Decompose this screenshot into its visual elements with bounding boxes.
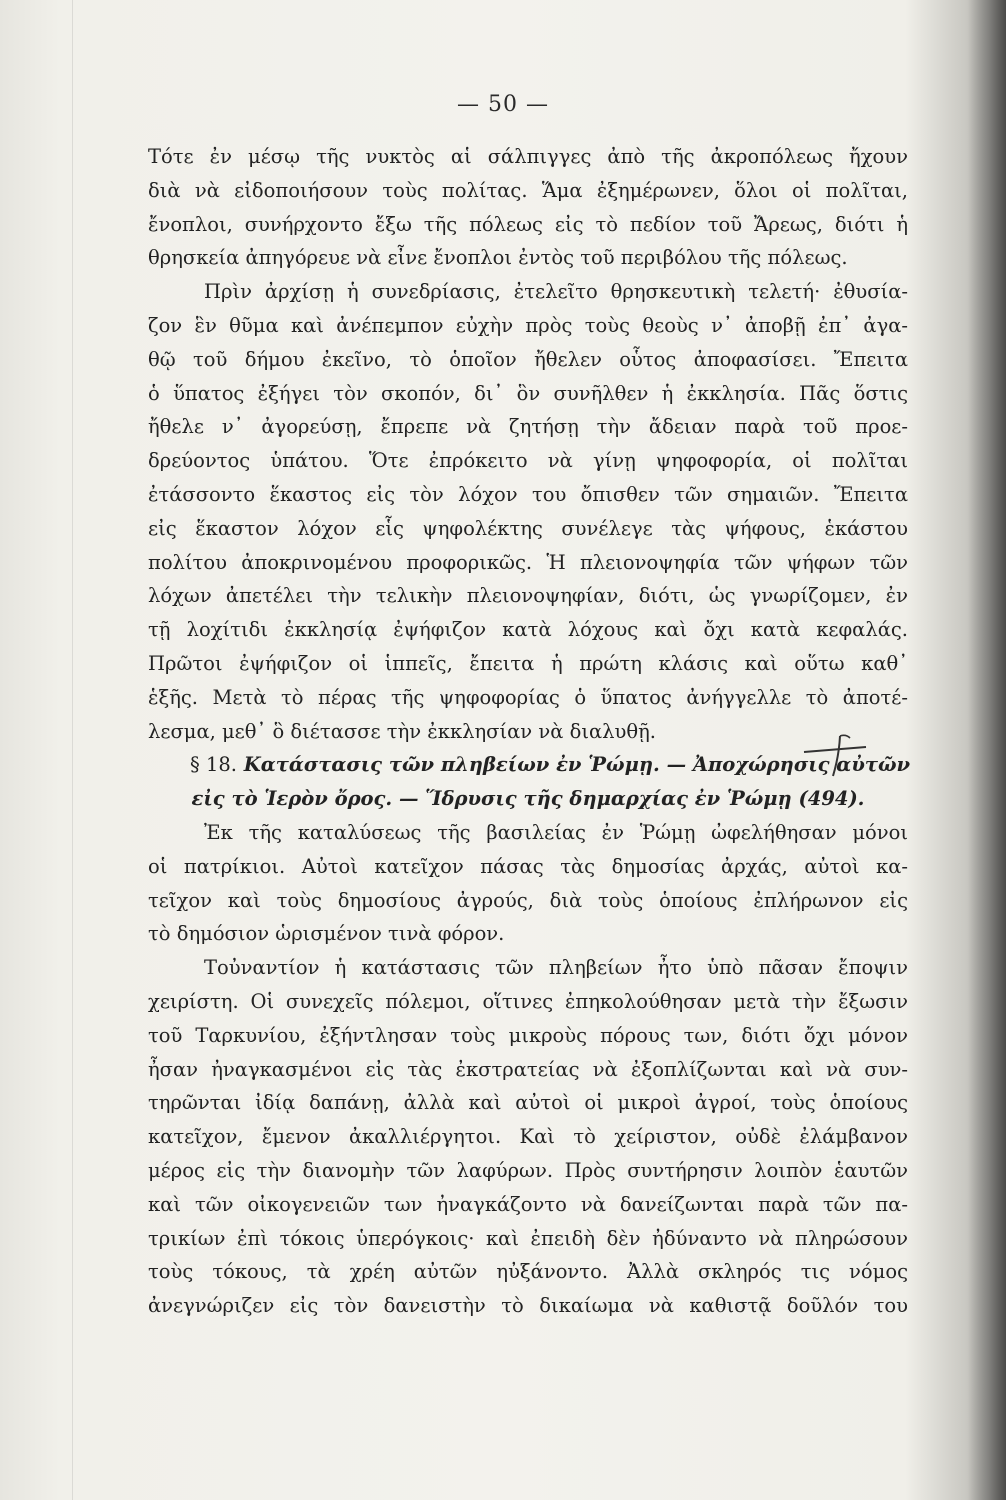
text-line: τῇ λοχίτιδι ἐκκλησίᾳ ἐψήφιζον κατὰ λόχους καὶ ὄχι κατὰ κεφαλάς. [148,618,908,642]
text-line: τοὺς τόκους, τὰ χρέη αὐτῶν ηὐξάνοντο. Ἀλλὰ σκληρός τις νόμος [148,1260,908,1284]
text-line: κατεῖχον, ἔμενον ἀκαλλιέργητοι. Καὶ τὸ χείριστον, οὐδὲ ἐλάμβανον [148,1125,908,1149]
text-line: Τότε ἐν μέσῳ τῆς νυκτὸς αἱ σάλπιγγες ἀπὸ τῆς ἀκροπόλεως ἤχουν [148,145,908,168]
text-line: ἤθελε ν᾽ ἀγορεύσῃ, ἔπρεπε νὰ ζητήσῃ τὴν ἄδειαν παρὰ τοῦ προε- [148,415,908,439]
text-line: λεσμα, μεθ᾽ ὃ διέτασσε τὴν ἐκκλησίαν νὰ διαλυθῇ. [148,719,656,743]
text-line: ἀνεγνώριζεν εἰς τὸν δανειστὴν τὸ δικαίωμα νὰ καθιστᾷ δοῦλόν του [148,1294,908,1318]
text-line: πολίτου ἀποκρινομένου προφορικῶς. Ἡ πλειονοψηφία τῶν ψήφων τῶν [148,550,908,574]
text-line: ἔνοπλοι, συνήρχοντο ἔξω τῆς πόλεως εἰς τὸ πεδίον τοῦ Ἄρεως, διότι ἡ [148,212,908,236]
text-line: ἑξῆς. Μετὰ τὸ πέρας τῆς ψηφοφορίας ὁ ὕπατος ἀνήγγελλε τὸ ἀποτέ- [148,685,908,709]
page-number: — 50 — [457,92,549,117]
section-title-line-2: εἰς τὸ Ἱερὸν ὄρος. — Ἵδρυσις τῆς δημαρχίας ἐν Ῥώμῃ (494). [191,787,865,811]
text-line: θῷ τοῦ δήμου ἐκεῖνο, τὸ ὁποῖον ἤθελεν οὗτος ἀποφασίσει. Ἔπειτα [148,347,908,371]
section-title-line-1: Κατάστασις τῶν πληβείων ἐν Ῥώμῃ. — Ἀποχώρησις αὐτῶν [243,753,911,777]
text-line: ἦσαν ἠναγκασμένοι εἰς τὰς ἐκστρατείας νὰ ἐξοπλίζωνται καὶ νὰ συν- [148,1057,908,1081]
text-line: οἱ πατρίκιοι. Αὐτοὶ κατεῖχον πάσας τὰς δημοσίας ἀρχάς, αὐτοὶ κα- [148,854,908,878]
text-line: τρικίων ἐπὶ τόκοις ὑπερόγκοις· καὶ ἐπειδὴ δὲν ἠδύναντο νὰ πληρώσουν [148,1226,908,1250]
text-line: τεῖχον καὶ τοὺς δημοσίους ἀγρούς, διὰ τοὺς ὁποίους ἐπλήρωνον εἰς [148,888,908,912]
text-line: εἰς ἕκαστον λόχον εἷς ψηφολέκτης συνέλεγε τὰς ψήφους, ἑκάστου [148,516,908,540]
text-line: διὰ νὰ εἰδοποιήσουν τοὺς πολίτας. Ἅμα ἐξημέρωνεν, ὅλοι οἱ πολῖται, [148,178,908,202]
text-line: τὸ δημόσιον ὡρισμένον τινὰ φόρον. [148,922,505,946]
page-fold [72,0,73,1500]
text-line: Τοὐναντίον ἡ κατάστασις τῶν πληβείων ἦτο ὑπὸ πᾶσαν ἔποψιν [204,956,908,980]
handwritten-cross-mark [800,730,870,780]
text-line: Ἐκ τῆς καταλύσεως τῆς βασιλείας ἐν Ῥώμῃ ὠφελήθησαν μόνοι [204,820,908,844]
text-line: μέρος εἰς τὴν διανομὴν τῶν λαφύρων. Πρὸς συντήρησιν λοιπὸν ἑαυτῶν [148,1158,908,1182]
section-number: § 18. [190,753,237,777]
text-line: χειρίστη. Οἱ συνεχεῖς πόλεμοι, οἵτινες ἐπηκολούθησαν μετὰ τὴν ἔξωσιν [148,989,908,1013]
text-line: λόχων ἀπετέλει τὴν τελικὴν πλειονοψηφίαν, διότι, ὡς γνωρίζομεν, ἐν [148,584,908,608]
binding-shadow [968,0,1006,1500]
text-line: τοῦ Ταρκυνίου, ἐξήντλησαν τοὺς μικροὺς πόρους των, διότι ὄχι μόνον [148,1023,908,1047]
text-line: Πρῶτοι ἐψήφιζον οἱ ἱππεῖς, ἔπειτα ἡ πρώτη κλάσις καὶ οὕτω καθ᾽ [148,651,908,675]
text-line: τηρῶνται ἰδίᾳ δαπάνῃ, ἀλλὰ καὶ αὐτοὶ οἱ μικροὶ ἀγροί, τοὺς ὁποίους [148,1091,908,1115]
text-line: ἐτάσσοντο ἕκαστος εἰς τὸν λόχον του ὄπισθεν τῶν σημαιῶν. Ἔπειτα [148,482,908,506]
section-heading [148,748,911,782]
text-line: δρεύοντος ὑπάτου. Ὅτε ἐπρόκειτο νὰ γίνῃ ψηφοφορία, οἱ πολῖται [148,449,908,473]
body-text [148,140,911,1323]
text-line: ζον ἓν θῦμα καὶ ἀνέπεμπον εὐχὴν πρὸς τοὺς θεοὺς ν᾽ ἀποβῇ ἐπ᾽ ἀγα- [148,313,908,337]
text-line: θρησκεία ἀπηγόρευε νὰ εἶνε ἔνοπλοι ἐντὸς τοῦ περιβόλου τῆς πόλεως. [148,246,848,270]
text-line: ὁ ὕπατος ἐξήγει τὸν σκοπόν, δι᾽ ὃν συνῆλθεν ἡ ἐκκλησία. Πᾶς ὅστις [148,381,908,405]
text-line: Πρὶν ἀρχίσῃ ἡ συνεδρίασις, ἐτελεῖτο θρησκευτικὴ τελετή· ἐθυσία- [204,280,908,304]
text-line: καὶ τῶν οἰκογενειῶν των ἠναγκάζοντο νὰ δανείζωνται παρὰ τῶν πα- [148,1192,908,1216]
